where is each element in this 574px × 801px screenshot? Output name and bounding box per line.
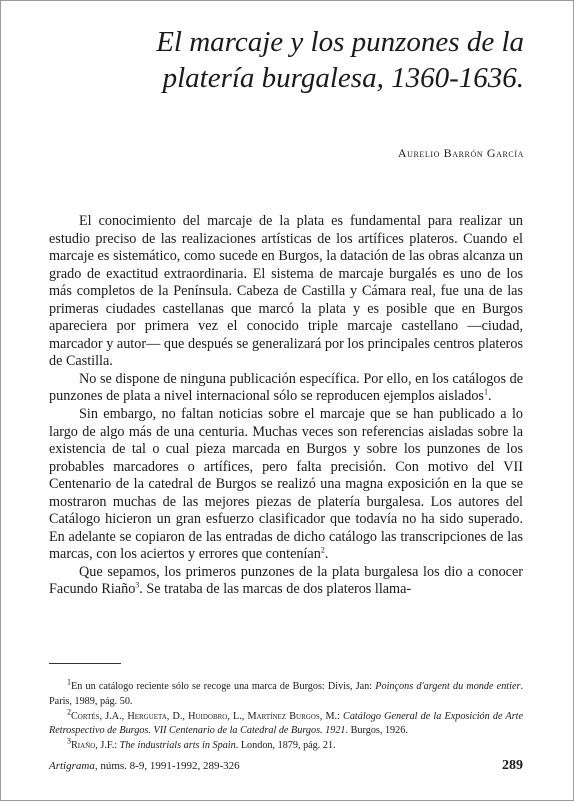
footnote — [49, 677, 523, 710]
footnote-number: 3 — [67, 736, 71, 746]
paragraph-text-end: . — [487, 388, 492, 405]
paragraph-text-end: . — [324, 546, 329, 563]
paragraph-text: Que sepamos, los primeros punzones de la plata burgalesa los dio a conocer Facundo Riaño — [49, 563, 523, 598]
page-footer — [49, 760, 523, 772]
page-number: 289 — [502, 758, 523, 773]
paragraph — [49, 406, 523, 564]
footnote-separator — [49, 663, 121, 664]
paragraph — [49, 371, 523, 406]
paragraph-text-end: . Se trataba de las marcas de dos plateros llama- — [139, 581, 412, 598]
footnote-work-title: The industrials arts in Spain — [119, 740, 236, 752]
footnote-imprint: . Paris, 1989, pág. 50. — [49, 681, 523, 707]
footnote-work-title: Poinçons d'argent du monde entier — [375, 681, 521, 692]
paragraph-text: El conocimiento del marcaje de la plata es fundamental para realizar un estudio preciso de las realizaciones artísticas de los artífices plateros. Cuando el marcaje es sistemático, como sucede en Burgos, la datación de las obras alcanza un grado de exactitud extraordinaria. El sistema de marcaje burgalés es uno de los más completos de la Península. Cabeza de Castilla y Cámara real, fue una de las primeras ciudades castellanas que marcó la plata y es posible que en Burgos apareciera por primera vez el conocido triple marcaje castellano —ciudad, marcador y autor— que después se generalizará por los principales centros plateros de Castilla. — [49, 213, 523, 370]
article-author: Aurelio Barrón García — [397, 146, 524, 160]
article-title: El marcaje y los punzones de la platería burgalesa, 1360-1636. — [156, 26, 524, 94]
footnote-ref[interactable]: 1 — [483, 387, 488, 397]
footnote — [49, 736, 523, 754]
footnote-ref[interactable]: 2 — [320, 545, 325, 555]
footnotes — [49, 677, 524, 754]
paragraph — [49, 564, 523, 599]
article-body — [49, 213, 523, 599]
paragraph-text: No se dispone de ninguna publicación específica. Por ello, en los catálogos de punzones de plata a nivel internacional sólo se reproducen ejemplos aislados — [49, 370, 523, 405]
footnote-ref[interactable]: 3 — [135, 580, 140, 590]
paragraph-text: Sin embargo, no faltan noticias sobre el marcaje que se han publicado a lo largo de algo más de una centuria. Muchas veces son referencias aisladas sobre la existencia de tal o cual pieza marcada en Burgos y sobre los punzones de los probables marcadores o artífices, pero falta precisión. Con motivo del VII Centenario de la catedral de Burgos se realizó una magna exposición en la que se mostraron muchas de las mejores piezas de platería burgalesa. Los autores del Catálogo hicieron un gran esfuerzo clasificador que todavía no ha sido superado. En adelante se copiaron de las entradas de dicho catálogo las transcripciones de las marcas, con los aciertos y errores que contenían — [49, 406, 523, 563]
footnote — [49, 707, 524, 740]
footnote-authors: Cortés, J.A., Hergueta, D., Huidobro, L., Martínez Burgos, M.: — [71, 710, 340, 722]
footnote-imprint: . Burgos, 1926. — [345, 725, 408, 737]
footnote-imprint: . London, 1879, pág. 21. — [235, 740, 336, 752]
paragraph — [49, 213, 523, 371]
journal-citation: , núms. 8-9, 1991-1992, 289-326 — [94, 760, 240, 772]
footnote-work-title: Catálogo General de la Exposición de Arte Retrospectivo de Burgos. VII Centenario de la Catedral de Burgos. 1921 — [49, 710, 524, 737]
footnote-number: 1 — [67, 677, 71, 687]
footnote-number: 2 — [67, 707, 71, 717]
footnote-text: En un catálogo reciente sólo se recoge una marca de Burgos: Divis, Jan: — [71, 681, 376, 692]
footnote-authors: Riaño, J.F.: — [71, 740, 118, 752]
journal-name: Artigrama — [49, 760, 95, 772]
